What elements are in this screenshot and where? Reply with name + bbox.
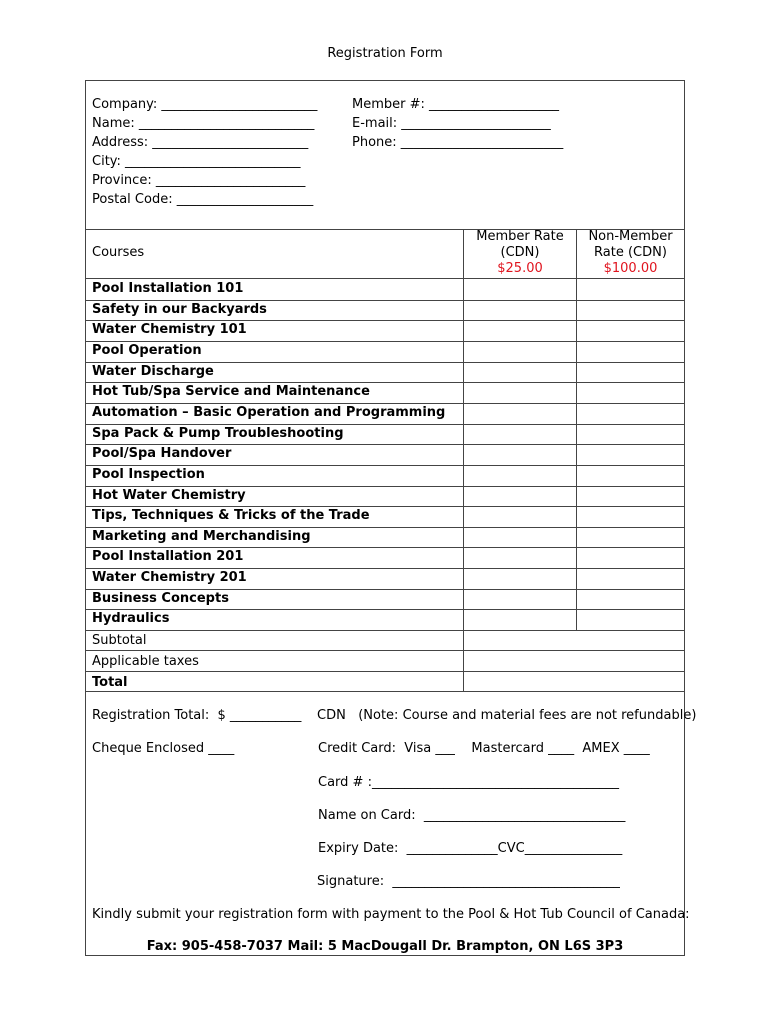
signature-field[interactable]: Signature: ___________________________________ xyxy=(317,874,620,889)
member-rate-checkbox-cell[interactable] xyxy=(464,279,576,300)
course-row-label: Hydraulics xyxy=(92,611,170,627)
card-number-field[interactable]: Card # :______________________________________ xyxy=(318,775,619,790)
course-row-label: Water Chemistry 201 xyxy=(92,570,247,586)
row-divider xyxy=(86,650,684,651)
phone-field[interactable]: Phone: _________________________ xyxy=(352,135,564,150)
expiry-cvc-field[interactable]: Expiry Date: ______________CVC_______________ xyxy=(318,841,623,856)
nonmember-rate-checkbox-cell[interactable] xyxy=(577,527,684,548)
nonmember-rate-checkbox-cell[interactable] xyxy=(577,279,684,300)
nonmember-rate-checkbox-cell[interactable] xyxy=(577,465,684,486)
course-row-label: Water Discharge xyxy=(92,363,214,379)
total-label: Total xyxy=(92,675,128,690)
nonmember-rate-checkbox-cell[interactable] xyxy=(577,609,684,630)
email-field[interactable]: E-mail: _______________________ xyxy=(352,116,551,131)
province-field[interactable]: Province: _______________________ xyxy=(92,173,306,188)
nonmember-rate-checkbox-cell[interactable] xyxy=(577,547,684,568)
nonmember-rate-checkbox-cell[interactable] xyxy=(577,300,684,321)
member-rate-label: Member Rate xyxy=(476,229,564,244)
course-row-label: Marketing and Merchandising xyxy=(92,528,311,544)
row-divider xyxy=(86,630,684,631)
nonmember-rate-checkbox-cell[interactable] xyxy=(577,341,684,362)
member-rate-checkbox-cell[interactable] xyxy=(464,589,576,610)
address-field[interactable]: Address: ________________________ xyxy=(92,135,309,150)
course-row-label: Automation – Basic Operation and Programming xyxy=(92,404,446,420)
registration-total-field[interactable]: Registration Total: $ ___________ xyxy=(92,708,302,723)
course-row-label: Pool/Spa Handover xyxy=(92,446,232,462)
name-field[interactable]: Name: ___________________________ xyxy=(92,116,315,131)
nonmember-rate-checkbox-cell[interactable] xyxy=(577,444,684,465)
company-field[interactable]: Company: ________________________ xyxy=(92,97,318,112)
member-rate-checkbox-cell[interactable] xyxy=(464,486,576,507)
member-rate-currency: (CDN) xyxy=(500,245,540,260)
member-rate-checkbox-cell[interactable] xyxy=(464,341,576,362)
member-rate-checkbox-cell[interactable] xyxy=(464,568,576,589)
member-rate-price: $25.00 xyxy=(497,261,543,276)
postal-code-field[interactable]: Postal Code: _____________________ xyxy=(92,192,314,207)
credit-card-field[interactable]: Credit Card: Visa ___ Mastercard ____ AMEX ____ xyxy=(318,741,650,756)
nonmember-rate-checkbox-cell[interactable] xyxy=(577,424,684,445)
member-rate-checkbox-cell[interactable] xyxy=(464,424,576,445)
course-row-label: Safety in our Backyards xyxy=(92,301,267,317)
nonmember-rate-checkbox-cell[interactable] xyxy=(577,362,684,383)
nonmember-rate-label: Non-Member xyxy=(588,229,673,244)
nonmember-rate-currency: Rate (CDN) xyxy=(594,245,667,260)
course-row-label: Tips, Techniques & Tricks of the Trade xyxy=(92,508,370,524)
submit-note: Kindly submit your registration form with payment to the Pool & Hot Tub Council of Canada: xyxy=(92,907,690,922)
cheque-enclosed-field[interactable]: Cheque Enclosed ____ xyxy=(92,741,235,756)
member-rate-checkbox-cell[interactable] xyxy=(464,403,576,424)
member-rate-checkbox-cell[interactable] xyxy=(464,547,576,568)
form-frame xyxy=(85,80,697,956)
nonmember-rate-checkbox-cell[interactable] xyxy=(577,506,684,527)
course-row-label: Water Chemistry 101 xyxy=(92,322,247,338)
course-row-label: Pool Inspection xyxy=(92,466,205,482)
nonmember-rate-header xyxy=(577,229,684,277)
member-rate-checkbox-cell[interactable] xyxy=(464,382,576,403)
nonmember-rate-checkbox-cell[interactable] xyxy=(577,568,684,589)
member-rate-checkbox-cell[interactable] xyxy=(464,362,576,383)
subtotal-label: Subtotal xyxy=(92,633,147,648)
member-rate-header xyxy=(464,229,576,277)
nonmember-rate-price: $100.00 xyxy=(603,261,658,276)
member-rate-checkbox-cell[interactable] xyxy=(464,300,576,321)
form-title: Registration Form xyxy=(327,46,443,61)
nonmember-rate-checkbox-cell[interactable] xyxy=(577,320,684,341)
member-rate-checkbox-cell[interactable] xyxy=(464,506,576,527)
nonmember-rate-checkbox-cell[interactable] xyxy=(577,589,684,610)
course-row-label: Pool Installation 101 xyxy=(92,281,244,296)
contact-info: Fax: 905-458-7037 Mail: 5 MacDougall Dr. Brampton, ON L6S 3P3 xyxy=(146,939,624,954)
member-number-field[interactable]: Member #: ____________________ xyxy=(352,97,560,112)
member-rate-checkbox-cell[interactable] xyxy=(464,609,576,630)
nonmember-rate-checkbox-cell[interactable] xyxy=(577,486,684,507)
course-row-label: Hot Water Chemistry xyxy=(92,487,246,503)
member-rate-checkbox-cell[interactable] xyxy=(464,527,576,548)
member-rate-checkbox-cell[interactable] xyxy=(464,444,576,465)
nonmember-rate-checkbox-cell[interactable] xyxy=(577,403,684,424)
table-bottom-border xyxy=(86,691,684,692)
nonmember-rate-checkbox-cell[interactable] xyxy=(577,382,684,403)
city-field[interactable]: City: ___________________________ xyxy=(92,154,301,169)
course-row-label: Pool Operation xyxy=(92,342,202,358)
member-rate-checkbox-cell[interactable] xyxy=(464,465,576,486)
taxes-label: Applicable taxes xyxy=(92,654,199,669)
member-rate-checkbox-cell[interactable] xyxy=(464,320,576,341)
cdn-note: CDN (Note: Course and material fees are not refundable) xyxy=(317,708,697,723)
row-divider xyxy=(86,671,684,672)
course-row-label: Spa Pack & Pump Troubleshooting xyxy=(92,425,344,441)
course-row-label: Business Concepts xyxy=(92,590,229,606)
course-row-label: Hot Tub/Spa Service and Maintenance xyxy=(92,384,370,400)
courses-header: Courses xyxy=(92,245,145,260)
course-row-label: Pool Installation 201 xyxy=(92,549,244,565)
name-on-card-field[interactable]: Name on Card: _______________________________ xyxy=(318,808,626,823)
